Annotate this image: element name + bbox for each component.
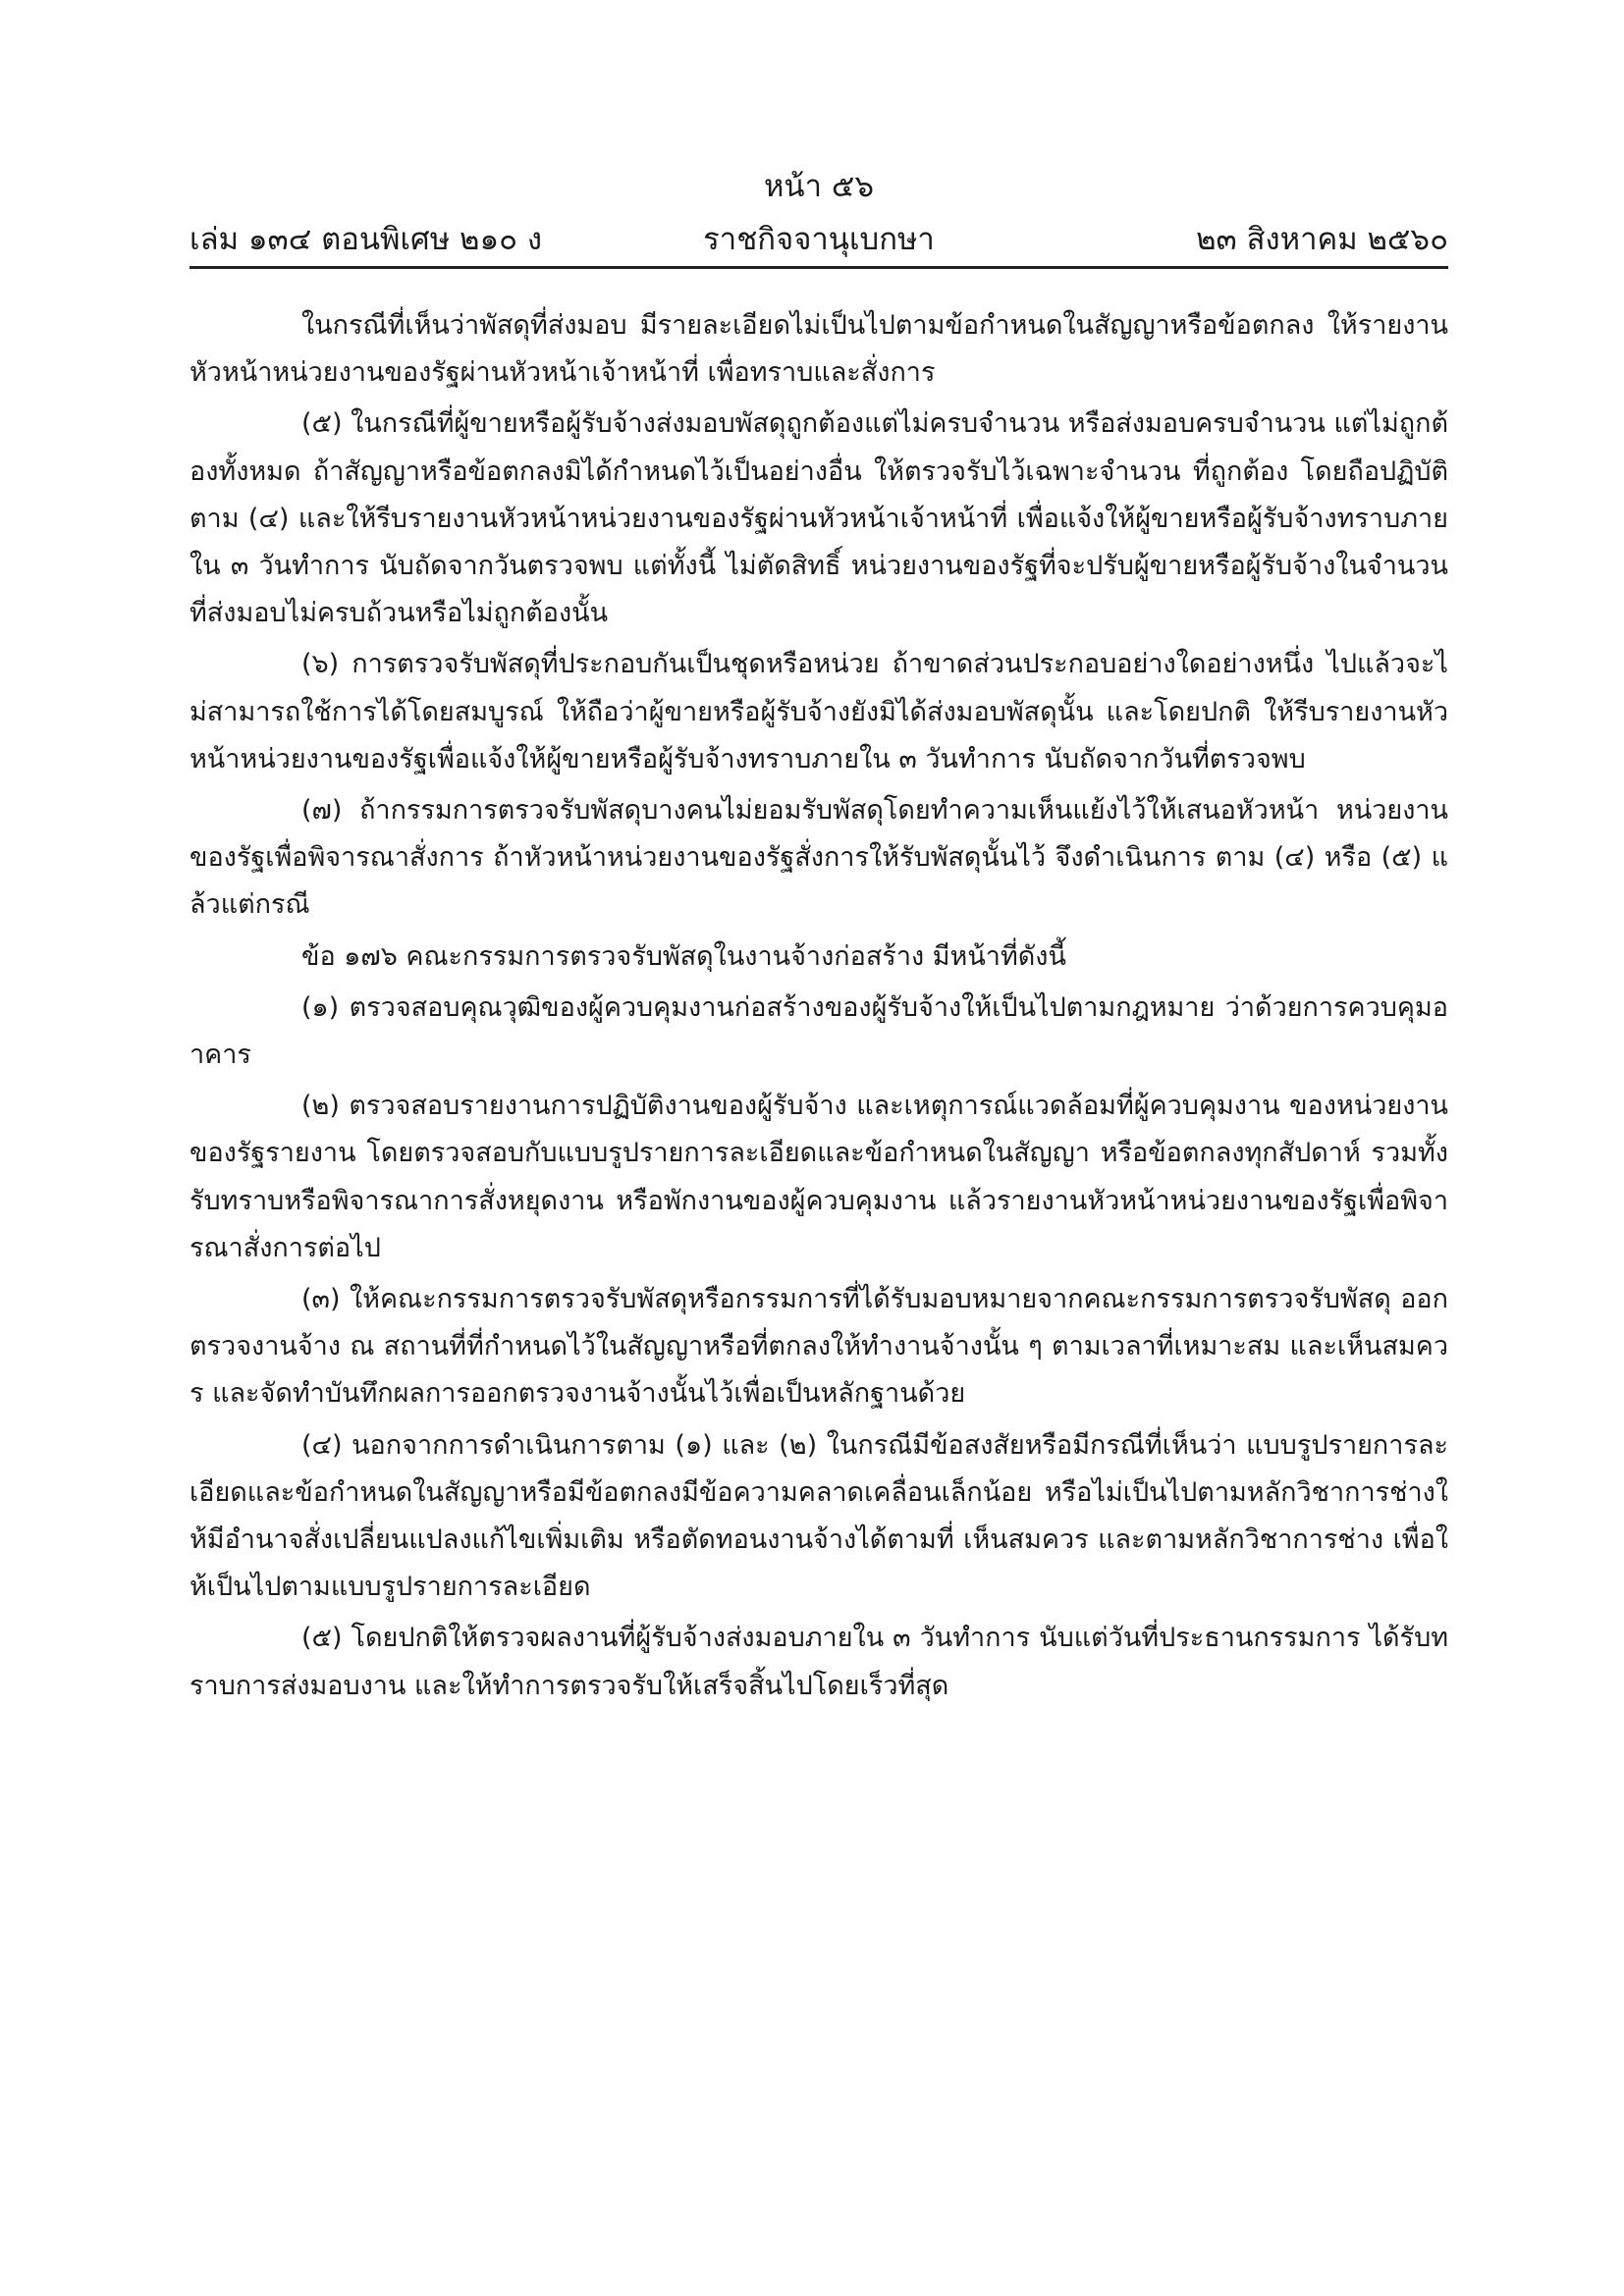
section-heading: ข้อ ๑๗๖ คณะกรรมการตรวจรับพัสดุในงานจ้างก่อสร้าง มีหน้าที่ดังนี้ (301, 940, 1066, 972)
header-divider (189, 266, 1448, 269)
publication-name: ราชกิจจานุเบกษา (703, 222, 935, 257)
paragraph: (๑) ตรวจสอบคุณวุฒิของผู้ควบคุมงานก่อสร้างของผู้รับจ้างให้เป็นไปตามกฎหมาย ว่าด้วยการควบคุมอาคาร (189, 991, 1448, 1071)
header-row (189, 218, 1448, 261)
paragraph: (๕) ในกรณีที่ผู้ขายหรือผู้รับจ้างส่งมอบพัสดุถูกต้องแต่ไม่ครบจำนวน หรือส่งมอบครบจำนวน แต่ไม่ถูกต้องทั้งหมด ถ้าสัญญาหรือข้อตกลงมิได้กำหนดไว้เป็นอย่างอื่น ให้ตรวจรับไว้เฉพาะจำนวน ที่ถูกต้อง โดยถือปฏิบัติตาม (๔) และให้รีบรายงานหัวหน้าหน่วยงานของรัฐผ่านหัวหน้าเจ้าหน้าที่ เพื่อแจ้งให้ผู้ขายหรือผู้รับจ้างทราบภายใน ๓ วันทำการ นับถัดจากวันตรวจพบ แต่ทั้งนี้ ไม่ตัดสิทธิ์ หน่วยงานของรัฐที่จะปรับผู้ขายหรือผู้รับจ้างในจำนวนที่ส่งมอบไม่ครบถ้วนหรือไม่ถูกต้องนั้น (189, 408, 1448, 629)
paragraph: (๒) ตรวจสอบรายงานการปฏิบัติงานของผู้รับจ้าง และเหตุการณ์แวดล้อมที่ผู้ควบคุมงาน ของหน่วยงานของรัฐรายงาน โดยตรวจสอบกับแบบรูปรายการละเอียดและข้อกำหนดในสัญญา หรือข้อตกลงทุกสัปดาห์ รวมทั้งรับทราบหรือพิจารณาการสั่งหยุดงาน หรือพักงานของผู้ควบคุมงาน แล้วรายงานหัวหน้าหน่วยงานของรัฐเพื่อพิจารณาสั่งการต่อไป (189, 1091, 1448, 1263)
paragraph: (๔) นอกจากการดำเนินการตาม (๑) และ (๒) ในกรณีมีข้อสงสัยหรือมีกรณีที่เห็นว่า แบบรูปรายการละเอียดและข้อกำหนดในสัญญาหรือมีข้อตกลงมีข้อความคลาดเคลื่อนเล็กน้อย หรือไม่เป็นไปตามหลักวิชาการช่างให้มีอำนาจสั่งเปลี่ยนแปลงแก้ไขเพิ่มเติม หรือตัดทอนงานจ้างได้ตามที่ เห็นสมควร และตามหลักวิชาการช่าง เพื่อให้เป็นไปตามแบบรูปรายการละเอียด (189, 1429, 1448, 1603)
paragraph: (๓) ให้คณะกรรมการตรวจรับพัสดุหรือกรรมการที่ได้รับมอบหมายจากคณะกรรมการตรวจรับพัสดุ ออกตรวจงานจ้าง ณ สถานที่ที่กำหนดไว้ในสัญญาหรือที่ตกลงให้ทำงานจ้างนั้น ๆ ตามเวลาที่เหมาะสม และเห็นสมควร และจัดทำบันทึกผลการออกตรวจงานจ้างนั้นไว้เพื่อเป็นหลักฐานด้วย (189, 1284, 1448, 1410)
paragraph: ในกรณีที่เห็นว่าพัสดุที่ส่งมอบ มีรายละเอียดไม่เป็นไปตามข้อกำหนดในสัญญาหรือข้อตกลง ให้รายงานหัวหน้าหน่วยงานของรัฐผ่านหัวหน้าเจ้าหน้าที่ เพื่อทราบและสั่งการ (189, 310, 1448, 389)
page-number: หน้า ๕๖ (763, 169, 875, 204)
paragraph: (๗) ถ้ากรรมการตรวจรับพัสดุบางคนไม่ยอมรับพัสดุโดยทำความเห็นแย้งไว้ให้เสนอหัวหน้า หน่วยงานของรัฐเพื่อพิจารณาสั่งการ ถ้าหัวหน้าหน่วยงานของรัฐสั่งการให้รับพัสดุนั้นไว้ จึงดำเนินการ ตาม (๔) หรือ (๕) แล้วแต่กรณี (189, 795, 1448, 921)
volume-issue: เล่ม ๑๓๔ ตอนพิเศษ ๒๑๐ ง (189, 222, 543, 257)
paragraph: (๖) การตรวจรับพัสดุที่ประกอบกันเป็นชุดหรือหน่วย ถ้าขาดส่วนประกอบอย่างใดอย่างหนึ่ง ไปแล้วจะไม่สามารถใช้การได้โดยสมบูรณ์ ให้ถือว่าผู้ขายหรือผู้รับจ้างยังมิได้ส่งมอบพัสดุนั้น และโดยปกติ ให้รีบรายงานหัวหน้าหน่วยงานของรัฐเพื่อแจ้งให้ผู้ขายหรือผู้รับจ้างทราบภายใน ๓ วันทำการ นับถัดจากวันที่ตรวจพบ (189, 649, 1448, 774)
document-body (189, 302, 1448, 1714)
publication-date: ๒๓ สิงหาคม ๒๕๖๐ (1196, 222, 1448, 257)
paragraph: (๕) โดยปกติให้ตรวจผลงานที่ผู้รับจ้างส่งมอบภายใน ๓ วันทำการ นับแต่วันที่ประธานกรรมการ ได้รับทราบการส่งมอบงาน และให้ทำการตรวจรับให้เสร็จสิ้นไปโดยเร็วที่สุด (189, 1623, 1448, 1701)
gazette-header (189, 167, 1448, 277)
